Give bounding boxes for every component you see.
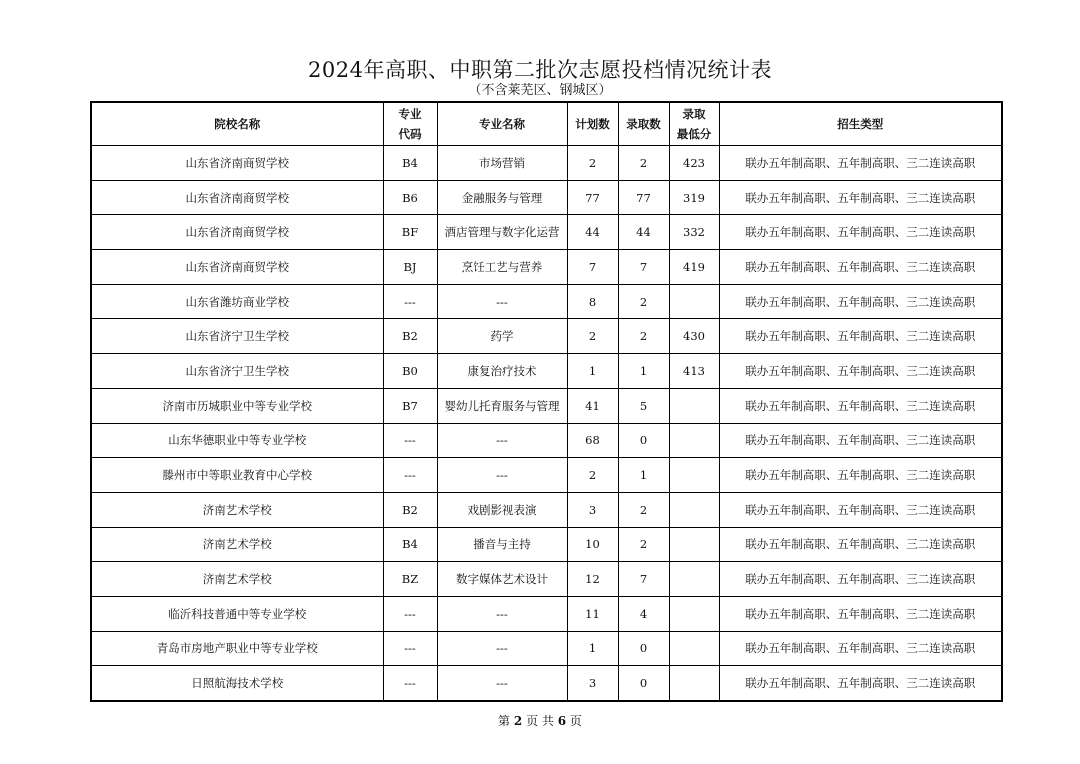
- footer-prefix: 第: [498, 714, 511, 728]
- cell-enrollment-type: 联办五年制高职、五年制高职、三二连读高职: [719, 284, 1002, 319]
- table-body: [91, 146, 1002, 702]
- table-row: [91, 388, 1002, 423]
- cell-major-code: ---: [383, 596, 437, 631]
- cell-enrollment-type: 联办五年制高职、五年制高职、三二连读高职: [719, 215, 1002, 250]
- footer-middle: 页 共: [526, 714, 554, 728]
- cell-plan-count: 11: [567, 596, 618, 631]
- cell-major-code: B4: [383, 146, 437, 181]
- page-subtitle: （不含莱芜区、钢城区）: [468, 83, 612, 98]
- table-row: [91, 284, 1002, 319]
- cell-school: 山东省济南商贸学校: [91, 146, 383, 181]
- cell-admitted-count: 1: [618, 458, 669, 493]
- cell-admitted-count: 7: [618, 562, 669, 597]
- cell-major-code: BJ: [383, 250, 437, 285]
- cell-major-name: ---: [437, 666, 567, 701]
- cell-min-score: [669, 562, 719, 597]
- cell-plan-count: 2: [567, 319, 618, 354]
- cell-major-name: 数字媒体艺术设计: [437, 562, 567, 597]
- cell-enrollment-type: 联办五年制高职、五年制高职、三二连读高职: [719, 354, 1002, 389]
- cell-major-code: B4: [383, 527, 437, 562]
- table-row: [91, 596, 1002, 631]
- cell-school: 济南艺术学校: [91, 527, 383, 562]
- cell-major-code: B7: [383, 388, 437, 423]
- cell-school: 山东省济南商贸学校: [91, 215, 383, 250]
- cell-school: 济南艺术学校: [91, 562, 383, 597]
- cell-enrollment-type: 联办五年制高职、五年制高职、三二连读高职: [719, 388, 1002, 423]
- header-major-code-line1: 专业: [398, 107, 422, 121]
- table-row: [91, 562, 1002, 597]
- table-row: [91, 527, 1002, 562]
- cell-admitted-count: 4: [618, 596, 669, 631]
- cell-major-name: 康复治疗技术: [437, 354, 567, 389]
- cell-enrollment-type: 联办五年制高职、五年制高职、三二连读高职: [719, 631, 1002, 666]
- cell-plan-count: 3: [567, 492, 618, 527]
- cell-school: 山东华德职业中等专业学校: [91, 423, 383, 458]
- cell-min-score: [669, 631, 719, 666]
- cell-major-name: ---: [437, 423, 567, 458]
- cell-major-code: B0: [383, 354, 437, 389]
- table-row: [91, 631, 1002, 666]
- cell-major-name: 酒店管理与数字化运营: [437, 215, 567, 250]
- cell-school: 济南市历城职业中等专业学校: [91, 388, 383, 423]
- footer-suffix: 页: [569, 714, 582, 728]
- cell-major-code: ---: [383, 631, 437, 666]
- header-min-score-line2: 最低分: [676, 127, 712, 141]
- header-min-score: [669, 102, 719, 146]
- header-major-code: [383, 102, 437, 146]
- cell-plan-count: 7: [567, 250, 618, 285]
- cell-major-code: B2: [383, 319, 437, 354]
- cell-major-name: 戏剧影视表演: [437, 492, 567, 527]
- cell-plan-count: 12: [567, 562, 618, 597]
- cell-enrollment-type: 联办五年制高职、五年制高职、三二连读高职: [719, 596, 1002, 631]
- table-row: [91, 215, 1002, 250]
- table-row: [91, 423, 1002, 458]
- cell-admitted-count: 5: [618, 388, 669, 423]
- cell-admitted-count: 2: [618, 527, 669, 562]
- table-row: [91, 180, 1002, 215]
- cell-enrollment-type: 联办五年制高职、五年制高职、三二连读高职: [719, 180, 1002, 215]
- cell-school: 日照航海技术学校: [91, 666, 383, 701]
- cell-plan-count: 77: [567, 180, 618, 215]
- footer-current-page: 2: [513, 714, 523, 728]
- cell-major-name: 药学: [437, 319, 567, 354]
- header-enrollment-type: 招生类型: [719, 102, 1002, 146]
- cell-major-code: BZ: [383, 562, 437, 597]
- table-row: [91, 492, 1002, 527]
- cell-admitted-count: 44: [618, 215, 669, 250]
- cell-admitted-count: 77: [618, 180, 669, 215]
- cell-school: 山东省济宁卫生学校: [91, 319, 383, 354]
- cell-major-code: ---: [383, 666, 437, 701]
- cell-admitted-count: 0: [618, 631, 669, 666]
- cell-min-score: 332: [669, 215, 719, 250]
- cell-major-code: ---: [383, 423, 437, 458]
- header-school: 院校名称: [91, 102, 383, 146]
- cell-plan-count: 1: [567, 354, 618, 389]
- cell-major-code: B2: [383, 492, 437, 527]
- cell-major-name: 市场营销: [437, 146, 567, 181]
- cell-major-name: ---: [437, 458, 567, 493]
- footer-total-pages: 6: [557, 714, 567, 728]
- cell-school: 济南艺术学校: [91, 492, 383, 527]
- cell-min-score: 419: [669, 250, 719, 285]
- cell-admitted-count: 2: [618, 146, 669, 181]
- cell-enrollment-type: 联办五年制高职、五年制高职、三二连读高职: [719, 527, 1002, 562]
- cell-min-score: 430: [669, 319, 719, 354]
- cell-min-score: [669, 423, 719, 458]
- cell-admitted-count: 2: [618, 492, 669, 527]
- cell-major-name: 烹饪工艺与营养: [437, 250, 567, 285]
- cell-plan-count: 10: [567, 527, 618, 562]
- cell-plan-count: 2: [567, 146, 618, 181]
- table-row: [91, 146, 1002, 181]
- cell-school: 山东省济南商贸学校: [91, 180, 383, 215]
- cell-enrollment-type: 联办五年制高职、五年制高职、三二连读高职: [719, 250, 1002, 285]
- cell-enrollment-type: 联办五年制高职、五年制高职、三二连读高职: [719, 423, 1002, 458]
- table-row: [91, 458, 1002, 493]
- header-plan-count: 计划数: [567, 102, 618, 146]
- cell-school: 临沂科技普通中等专业学校: [91, 596, 383, 631]
- header-admitted-count: 录取数: [618, 102, 669, 146]
- table-row: [91, 250, 1002, 285]
- cell-school: 山东省济南商贸学校: [91, 250, 383, 285]
- cell-school: 青岛市房地产职业中等专业学校: [91, 631, 383, 666]
- cell-plan-count: 8: [567, 284, 618, 319]
- cell-plan-count: 3: [567, 666, 618, 701]
- cell-major-code: B6: [383, 180, 437, 215]
- cell-school: 山东省济宁卫生学校: [91, 354, 383, 389]
- cell-enrollment-type: 联办五年制高职、五年制高职、三二连读高职: [719, 562, 1002, 597]
- cell-plan-count: 1: [567, 631, 618, 666]
- header-major-name: 专业名称: [437, 102, 567, 146]
- cell-enrollment-type: 联办五年制高职、五年制高职、三二连读高职: [719, 492, 1002, 527]
- header-major-code-line2: 代码: [398, 127, 422, 141]
- cell-plan-count: 44: [567, 215, 618, 250]
- cell-major-name: ---: [437, 284, 567, 319]
- cell-min-score: 413: [669, 354, 719, 389]
- statistics-table: [90, 101, 1003, 702]
- cell-admitted-count: 7: [618, 250, 669, 285]
- cell-enrollment-type: 联办五年制高职、五年制高职、三二连读高职: [719, 146, 1002, 181]
- cell-school: 山东省潍坊商业学校: [91, 284, 383, 319]
- cell-plan-count: 41: [567, 388, 618, 423]
- cell-major-code: ---: [383, 458, 437, 493]
- cell-major-name: 播音与主持: [437, 527, 567, 562]
- cell-admitted-count: 2: [618, 284, 669, 319]
- cell-major-name: 金融服务与管理: [437, 180, 567, 215]
- cell-school: 滕州市中等职业教育中心学校: [91, 458, 383, 493]
- header-min-score-line1: 录取: [682, 107, 706, 121]
- table-header-row: [91, 102, 1002, 146]
- cell-min-score: [669, 284, 719, 319]
- cell-admitted-count: 2: [618, 319, 669, 354]
- cell-major-code: BF: [383, 215, 437, 250]
- table-row: [91, 666, 1002, 701]
- cell-min-score: [669, 458, 719, 493]
- cell-min-score: 319: [669, 180, 719, 215]
- cell-admitted-count: 1: [618, 354, 669, 389]
- cell-plan-count: 68: [567, 423, 618, 458]
- cell-plan-count: 2: [567, 458, 618, 493]
- cell-min-score: [669, 527, 719, 562]
- cell-min-score: [669, 388, 719, 423]
- cell-enrollment-type: 联办五年制高职、五年制高职、三二连读高职: [719, 666, 1002, 701]
- table-row: [91, 354, 1002, 389]
- page-footer: [0, 713, 1080, 729]
- cell-min-score: [669, 666, 719, 701]
- cell-major-name: 婴幼儿托育服务与管理: [437, 388, 567, 423]
- cell-min-score: 423: [669, 146, 719, 181]
- cell-major-code: ---: [383, 284, 437, 319]
- cell-major-name: ---: [437, 631, 567, 666]
- table-row: [91, 319, 1002, 354]
- cell-admitted-count: 0: [618, 666, 669, 701]
- cell-min-score: [669, 596, 719, 631]
- cell-major-name: ---: [437, 596, 567, 631]
- cell-enrollment-type: 联办五年制高职、五年制高职、三二连读高职: [719, 458, 1002, 493]
- cell-admitted-count: 0: [618, 423, 669, 458]
- cell-enrollment-type: 联办五年制高职、五年制高职、三二连读高职: [719, 319, 1002, 354]
- cell-min-score: [669, 492, 719, 527]
- page-title: 2024年高职、中职第二批次志愿投档情况统计表: [308, 58, 772, 82]
